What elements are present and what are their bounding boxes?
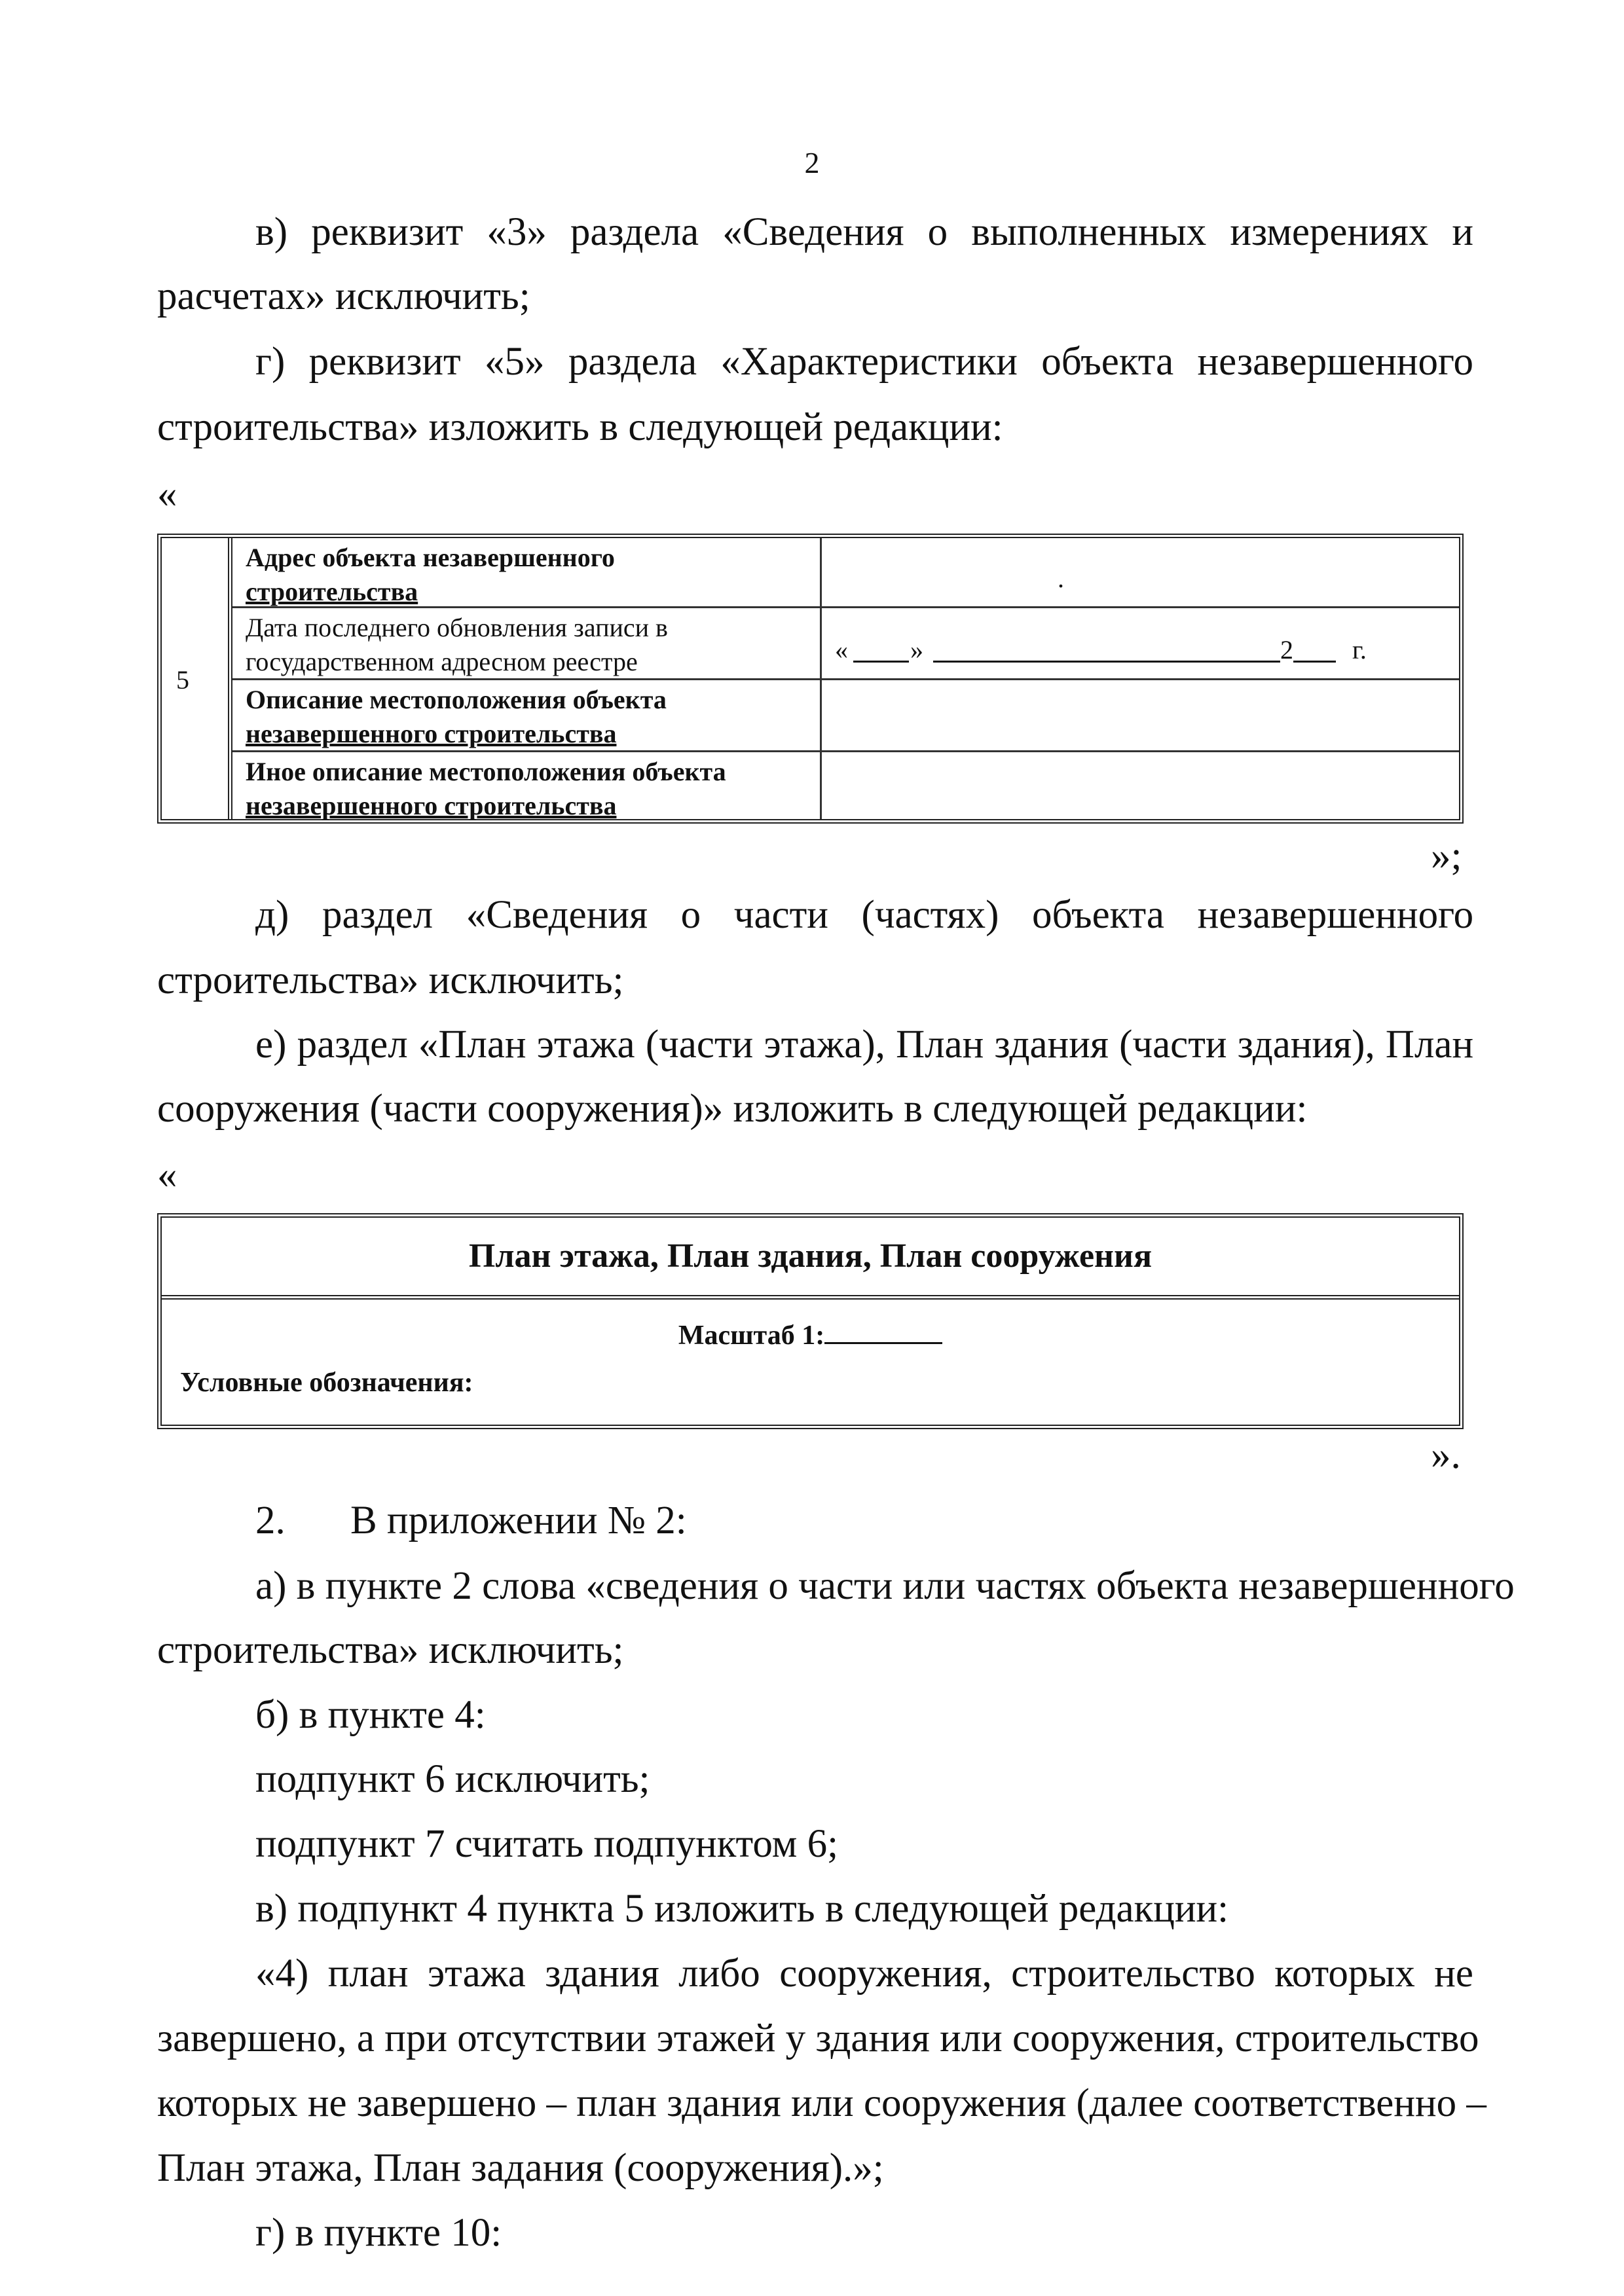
para-4-line1: «4) план этажа здания либо сооружения, строительство которых не xyxy=(255,1952,1474,1995)
table-row-location xyxy=(232,680,1459,752)
item-2-number: 2. xyxy=(255,1499,286,1542)
para-g-line1: г) реквизит «5» раздела «Характеристики объекта незавершенного xyxy=(255,340,1474,384)
scale-field: Масштаб 1: xyxy=(162,1316,1459,1351)
subpoint-6: подпункт 6 исключить; xyxy=(255,1757,650,1801)
date-field: « » 2 г. xyxy=(835,635,1367,665)
para-4-line3: которых не завершено – план здания или сооружения (далее соответственно – xyxy=(157,2081,1486,2125)
para-4-line2: завершено, а при отсутствии этажей у здания или сооружения, строительство xyxy=(157,2016,1479,2060)
open-quote-1: « xyxy=(157,472,177,516)
table-cell-label: Описание местоположения объекта незавершенного строительства xyxy=(232,680,822,750)
table-row-update-date xyxy=(232,608,1459,680)
item-2-text: В приложении № 2: xyxy=(350,1499,687,1542)
table-row-address xyxy=(232,538,1459,608)
para-g-line2: строительства» изложить в следующей редакции: xyxy=(157,405,1003,449)
table-cell-value xyxy=(822,680,1459,750)
table-cell-label: Иное описание местоположения объекта незавершенного строительства xyxy=(232,752,822,819)
table-number-column xyxy=(162,538,232,819)
table-cell-label: Дата последнего обновления записи в государственном адресном реестре xyxy=(232,608,822,678)
table-cell-value xyxy=(822,752,1459,819)
para-v-line2: расчетах» исключить; xyxy=(157,274,530,318)
floor-plan-table xyxy=(157,1213,1464,1429)
close-quote-1: »; xyxy=(1431,834,1462,878)
para-a-line1: а) в пункте 2 слова «сведения о части или частях объекта незавершенного xyxy=(255,1564,1515,1608)
table-cell-value: . xyxy=(1058,564,1064,593)
characteristics-table xyxy=(157,534,1464,824)
floor-plan-title: План этажа, План здания, План сооружения xyxy=(162,1218,1459,1300)
para-a-line2: строительства» исключить; xyxy=(157,1628,624,1672)
para-g2: г) в пункте 10: xyxy=(255,2211,502,2255)
para-e-line2: сооружения (части сооружения)» изложить в следующей редакции: xyxy=(157,1087,1308,1131)
close-quote-2: ». xyxy=(1431,1433,1461,1477)
para-e-line1: е) раздел «План этажа (части этажа), План здания (части здания), План xyxy=(255,1023,1474,1066)
para-b: б) в пункте 4: xyxy=(255,1693,486,1737)
para-v-line1: в) реквизит «3» раздела «Сведения о выполненных измерениях и xyxy=(255,210,1474,254)
para-d-line2: строительства» исключить; xyxy=(157,958,624,1002)
page-number: 2 xyxy=(804,146,820,179)
table-cell-label: Адрес объекта незавершенного строительства xyxy=(232,538,822,606)
para-4-line4: План этажа, План задания (сооружения).»; xyxy=(157,2146,884,2190)
para-d-line1: д) раздел «Сведения о части (частях) объекта незавершенного xyxy=(255,893,1474,937)
open-quote-2: « xyxy=(157,1153,177,1197)
para-v2: в) подпункт 4 пункта 5 изложить в следующей редакции: xyxy=(255,1887,1229,1931)
legend-label: Условные обозначения: xyxy=(180,1368,473,1398)
table-row-other-location xyxy=(232,752,1459,819)
table-row-number: 5 xyxy=(176,665,189,695)
subpoint-7: подпункт 7 считать подпунктом 6; xyxy=(255,1822,839,1866)
